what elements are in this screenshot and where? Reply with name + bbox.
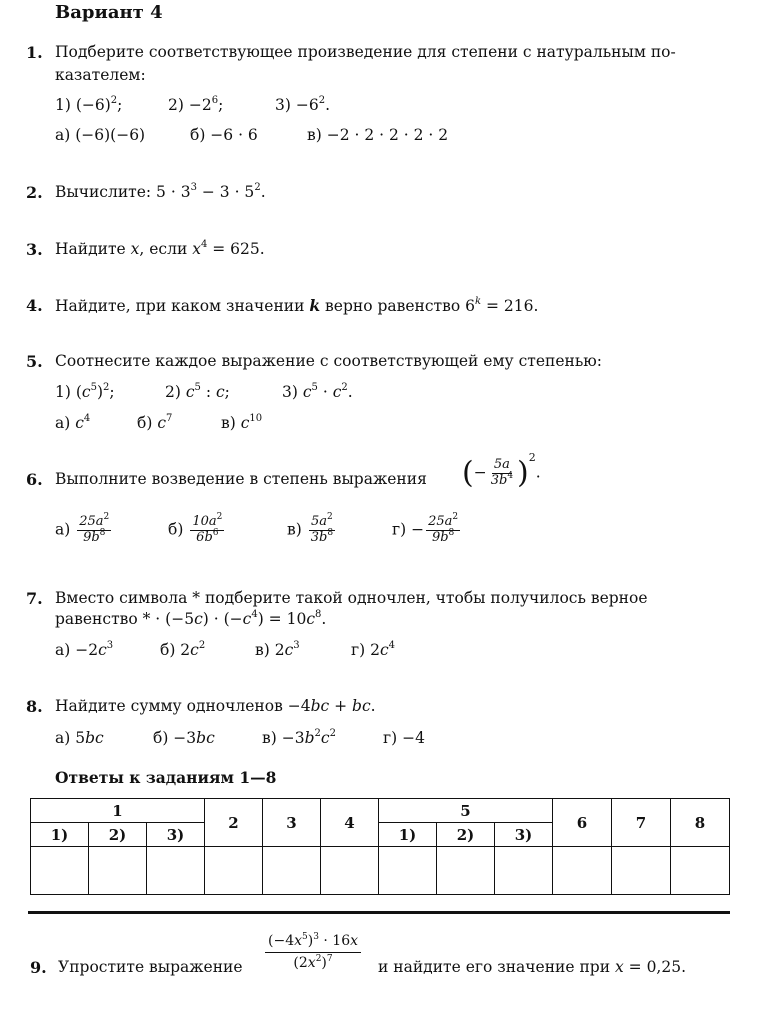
answer-cell[interactable] — [671, 847, 730, 895]
task-2-number: 2. — [26, 183, 43, 202]
answer-cell[interactable] — [437, 847, 495, 895]
task-8-answer-d: г) −4 — [383, 729, 425, 747]
task-8-answer-b: б) −3bc — [153, 729, 215, 747]
task-7-text-cont: равенство * · $(-5c) \cdot (-c^4) = 10c^8$. — [55, 609, 327, 628]
answer-cell[interactable] — [321, 847, 379, 895]
task-8-answer-a: а) 5bc — [55, 729, 104, 747]
answer-cell[interactable] — [31, 847, 89, 895]
answer-cell[interactable] — [495, 847, 553, 895]
task-6-answer-a: а) $\frac{25a^2}{9b^8}$ — [55, 512, 110, 545]
task-1-option-3: $3) -6^2$. — [275, 95, 330, 114]
header-cell-2: 2 — [205, 799, 263, 847]
task-7-number: 7. — [26, 589, 43, 608]
task-9-text-end: и найдите его значение при x = 0,25. — [378, 958, 687, 976]
subheader-cell: 2) — [89, 823, 147, 847]
task-2-text: Вычислите: $5 \cdot 3^3 - 3 \cdot 5^2$. — [55, 182, 266, 201]
task-5-text: Соотнесите каждое выражение с соответствующей ему степенью: — [55, 352, 603, 370]
task-1-text-cont: казателем: — [55, 66, 146, 84]
task-5-option-2: 2) $c^5$ : c; — [165, 382, 230, 401]
task-5-answer-a: а) $c^4$ — [55, 413, 91, 432]
task-1-answer-b: б) −6 · 6 — [190, 126, 258, 144]
task-5-answer-b: б) $c^7$ — [137, 413, 173, 432]
task-7-answer-c: в) $2c^3$ — [255, 640, 300, 659]
task-6-number: 6. — [26, 470, 43, 489]
subheader-cell: 1) — [379, 823, 437, 847]
task-7-answer-d: г) $2c^4$ — [351, 640, 396, 659]
task-1-option-1: 1) $(-6)^2$; — [55, 95, 123, 114]
task-6-answer-b: б) $\frac{10a^2}{6b^6}$ — [168, 512, 223, 545]
task-9-expression: $\frac{(-4x^5)^3 \cdot 16x}{(2x^2)^7}$ — [263, 931, 363, 974]
task-5-option-3: 3) $c^5 \cdot c^2$. — [282, 382, 353, 401]
answer-cell[interactable] — [612, 847, 671, 895]
task-4-text: Найдите, при каком значении k верно равенство $6^k = 216$. — [55, 296, 539, 315]
subheader-cell: 3) — [147, 823, 205, 847]
header-cell-3: 3 — [263, 799, 321, 847]
answer-cell[interactable] — [263, 847, 321, 895]
divider-line — [28, 911, 730, 914]
task-9-number: 9. — [30, 958, 47, 977]
task-3-text: Найдите x, если $x^4 = 625$. — [55, 239, 265, 258]
header-cell-5: 5 — [379, 799, 553, 823]
task-1-answer-c: в) −2 · 2 · 2 · 2 · 2 — [307, 126, 449, 144]
task-1-answer-a: а) (−6)(−6) — [55, 126, 146, 144]
subheader-cell: 2) — [437, 823, 495, 847]
task-6-expression: (− $\frac{5a}{3b^4}$ )$^2$. — [462, 451, 541, 491]
task-5-option-1: 1) $(c^5)^2$; — [55, 382, 115, 401]
answer-cell[interactable] — [205, 847, 263, 895]
task-3-number: 3. — [26, 240, 43, 259]
task-4-number: 4. — [26, 296, 43, 315]
task-9-text: Упростите выражение — [58, 958, 243, 976]
answer-cell[interactable] — [89, 847, 147, 895]
task-1-option-2: $2) -2^6$; — [168, 95, 224, 114]
task-8-text: Найдите сумму одночленов −4bc + bc. — [55, 697, 376, 715]
subheader-cell: 1) — [31, 823, 89, 847]
header-cell-8: 8 — [671, 799, 730, 847]
task-7-answer-a: $а) -2c^3$ — [55, 640, 114, 659]
answer-cell[interactable] — [379, 847, 437, 895]
page-title: Вариант 4 — [55, 2, 163, 23]
header-cell-6: 6 — [553, 799, 612, 847]
header-cell-1: 1 — [31, 799, 205, 823]
subheader-cell: 3) — [495, 823, 553, 847]
task-5-number: 5. — [26, 352, 43, 371]
answer-cell[interactable] — [553, 847, 612, 895]
task-8-answer-c: $в) -3b^2c^2$ — [262, 728, 336, 747]
task-7-answer-b: б) $2c^2$ — [160, 640, 206, 659]
task-1-text: Подберите соответствующее произведение для степени с натуральным по- — [55, 43, 676, 61]
task-8-number: 8. — [26, 697, 43, 716]
header-cell-4: 4 — [321, 799, 379, 847]
answers-heading: Ответы к заданиям 1—8 — [55, 768, 277, 787]
task-7-text: Вместо символа * подберите такой одночлен, чтобы получилось верное — [55, 589, 648, 607]
task-5-answer-c: в) $c^{10}$ — [221, 413, 263, 432]
task-1-number: 1. — [26, 43, 43, 62]
header-cell-7: 7 — [612, 799, 671, 847]
answer-cell[interactable] — [147, 847, 205, 895]
task-6-answer-c: в) $\frac{5a^2}{3b^8}$ — [287, 512, 334, 545]
task-6-text: Выполните возведение в степень выражения — [55, 470, 427, 488]
task-6-answer-d: г) − $\frac{25a^2}{9b^8}$ — [392, 512, 459, 545]
answer-table — [30, 798, 730, 895]
